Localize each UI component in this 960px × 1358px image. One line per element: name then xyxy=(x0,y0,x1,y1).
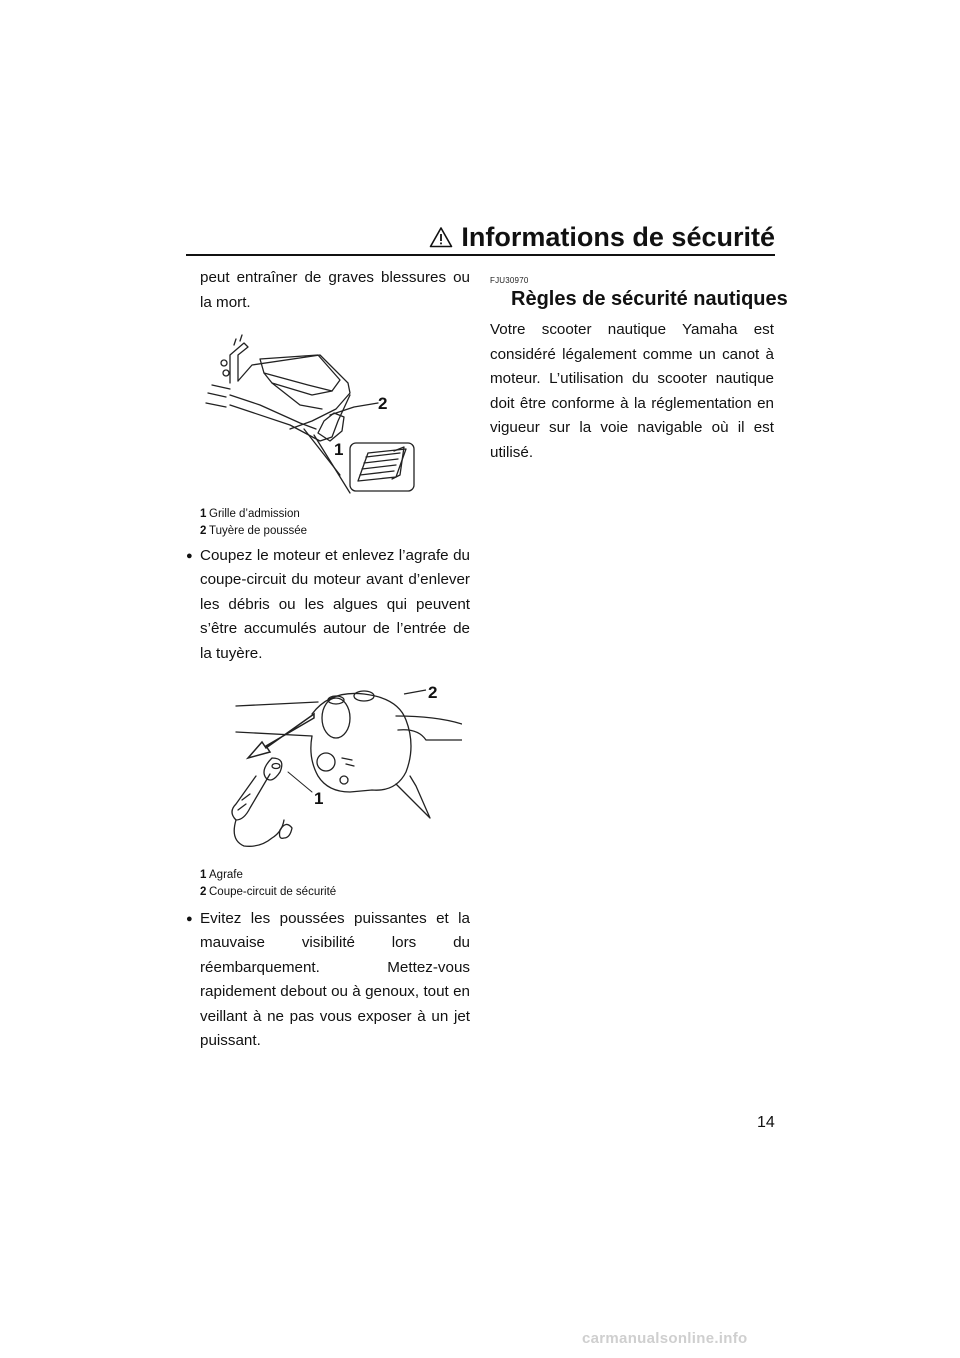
figure-jet-pump xyxy=(200,325,470,504)
figure2-captions xyxy=(186,867,470,901)
watermark: carmanualsonline.info xyxy=(582,1330,748,1347)
bullet-icon: ● xyxy=(186,912,193,925)
caption-item: 2 Coupe-circuit de sécurité xyxy=(200,885,337,898)
lanyard-illustration xyxy=(200,680,462,858)
figure1-captions xyxy=(186,506,470,540)
bullet-item: ● Coupez le moteur et enlevez l’agrafe du coupe-circuit du moteur avant d’enlever les débris ou les algues qui peuvent s’être accumulés autour de l’entrée de la tuyère. xyxy=(186,544,470,667)
reference-code: FJU30970 xyxy=(490,276,529,285)
page-number: 14 xyxy=(757,1114,775,1131)
figure-lanyard xyxy=(200,680,470,867)
intro-paragraph: peut entraîner de graves blessures ou la mort. xyxy=(200,269,470,311)
section-body: Votre scooter nautique Yamaha est considéré légalement comme un canot à moteur. L’utilisation du scooter nautique doit être conforme à la réglementation en vigueur sur la voie navigable où il est utilisé. xyxy=(490,321,774,461)
section-title: Règles de sécurité nautiques xyxy=(511,288,788,310)
bullet-item: ● Evitez les poussées puissantes et la mauvaise visibilité lors du réembarquement. Mettez-vous rapidement debout ou à genoux, tout en veillant à ne pas vous exposer à un jet puissant. xyxy=(186,907,470,1054)
jet-pump-illustration xyxy=(200,325,460,495)
left-column xyxy=(186,266,470,1054)
callout-1: 1 xyxy=(334,440,344,459)
caption-item: 1 Agrafe xyxy=(200,868,243,881)
right-column xyxy=(490,276,788,465)
page-title: Informations de sécurité xyxy=(461,222,775,252)
warning-icon xyxy=(429,226,453,248)
bullet-icon: ● xyxy=(186,549,193,562)
caption-item: 2 Tuyère de poussée xyxy=(200,524,308,537)
page-header xyxy=(186,222,775,256)
callout-2: 2 xyxy=(428,683,438,702)
callout-1: 1 xyxy=(314,789,324,808)
caption-item: 1 Grille d’admission xyxy=(200,507,300,520)
callout-2: 2 xyxy=(378,394,388,413)
